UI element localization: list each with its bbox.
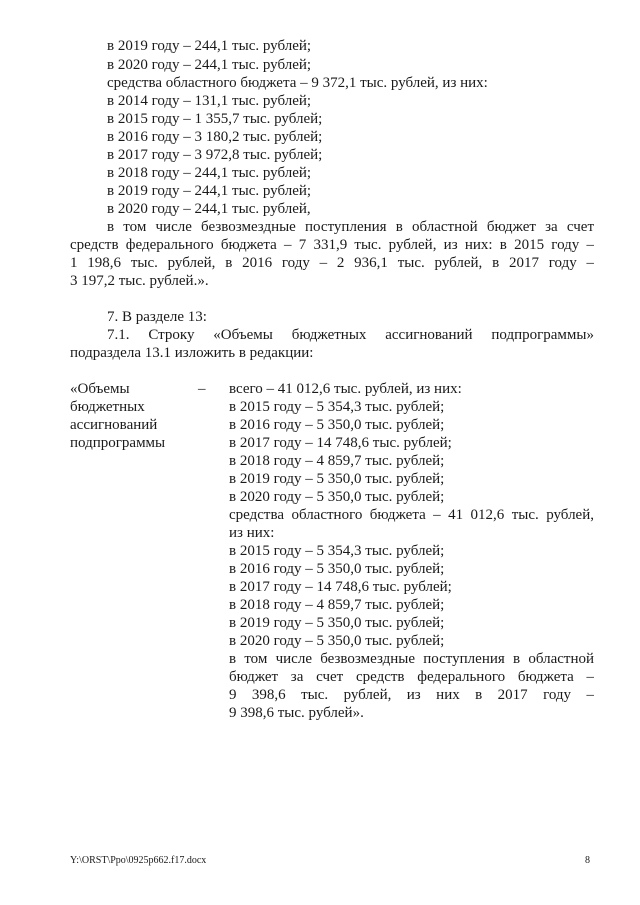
table-value: в 2020 году – 5 350,0 тыс. рублей;	[229, 633, 445, 649]
table-value: бюджет за счет средств федерального бюджета –	[229, 669, 594, 685]
footer-file-path: Y:\ORST\Ppo\0925p662.f17.docx	[70, 855, 207, 866]
table-label: «Объемы	[70, 381, 130, 397]
table-value: в 2019 году – 5 350,0 тыс. рублей;	[229, 615, 445, 631]
paragraph-line: 3 197,2 тыс. рублей.».	[70, 273, 209, 289]
table-value: в 2015 году – 5 354,3 тыс. рублей;	[229, 543, 445, 559]
table-label: подпрограммы	[70, 435, 166, 451]
list-line: в 2014 году – 131,1 тыс. рублей;	[107, 93, 312, 109]
list-line: в 2020 году – 244,1 тыс. рублей,	[107, 201, 311, 217]
subsection-line: 7.1. Строку «Объемы бюджетных ассигнований подпрограммы»	[107, 327, 594, 343]
list-line: в 2018 году – 244,1 тыс. рублей;	[107, 165, 312, 181]
table-value: в 2016 году – 5 350,0 тыс. рублей;	[229, 417, 445, 433]
table-dash: –	[198, 381, 206, 397]
table-value: в 2020 году – 5 350,0 тыс. рублей;	[229, 489, 445, 505]
page-number: 8	[585, 855, 590, 866]
table-value: в 2018 году – 4 859,7 тыс. рублей;	[229, 453, 445, 469]
table-value: в 2019 году – 5 350,0 тыс. рублей;	[229, 471, 445, 487]
list-line: средства областного бюджета – 9 372,1 тыс. рублей, из них:	[107, 75, 488, 91]
table-value: в 2017 году – 14 748,6 тыс. рублей;	[229, 435, 452, 451]
table-value: в 2015 году – 5 354,3 тыс. рублей;	[229, 399, 445, 415]
paragraph-line: средств федерального бюджета – 7 331,9 тыс. рублей, из них: в 2015 году –	[70, 237, 594, 253]
table-value: из них:	[229, 525, 275, 541]
table-value: средства областного бюджета – 41 012,6 тыс. рублей,	[229, 507, 594, 523]
table-value: 9 398,6 тыс. рублей».	[229, 705, 364, 721]
list-line: в 2020 году – 244,1 тыс. рублей;	[107, 57, 312, 73]
paragraph-line: в том числе безвозмездные поступления в областной бюджет за счет	[107, 219, 594, 235]
section-heading: 7. В разделе 13:	[107, 309, 207, 325]
list-line: в 2015 году – 1 355,7 тыс. рублей;	[107, 111, 323, 127]
list-line: в 2019 году – 244,1 тыс. рублей;	[107, 183, 312, 199]
table-label: ассигнований	[70, 417, 158, 433]
subsection-line: подраздела 13.1 изложить в редакции:	[70, 345, 314, 361]
paragraph-line: 1 198,6 тыс. рублей, в 2016 году – 2 936,1 тыс. рублей, в 2017 году –	[70, 255, 594, 271]
list-line: в 2016 году – 3 180,2 тыс. рублей;	[107, 129, 323, 145]
table-value: в том числе безвозмездные поступления в областной	[229, 651, 594, 667]
table-value: 9 398,6 тыс. рублей, из них в 2017 году –	[229, 687, 594, 703]
list-line: в 2019 году – 244,1 тыс. рублей;	[107, 38, 312, 54]
table-label: бюджетных	[70, 399, 145, 415]
list-line: в 2017 году – 3 972,8 тыс. рублей;	[107, 147, 323, 163]
table-value: в 2016 году – 5 350,0 тыс. рублей;	[229, 561, 445, 577]
table-value: в 2018 году – 4 859,7 тыс. рублей;	[229, 597, 445, 613]
table-value: в 2017 году – 14 748,6 тыс. рублей;	[229, 579, 452, 595]
table-value: всего – 41 012,6 тыс. рублей, из них:	[229, 381, 462, 397]
